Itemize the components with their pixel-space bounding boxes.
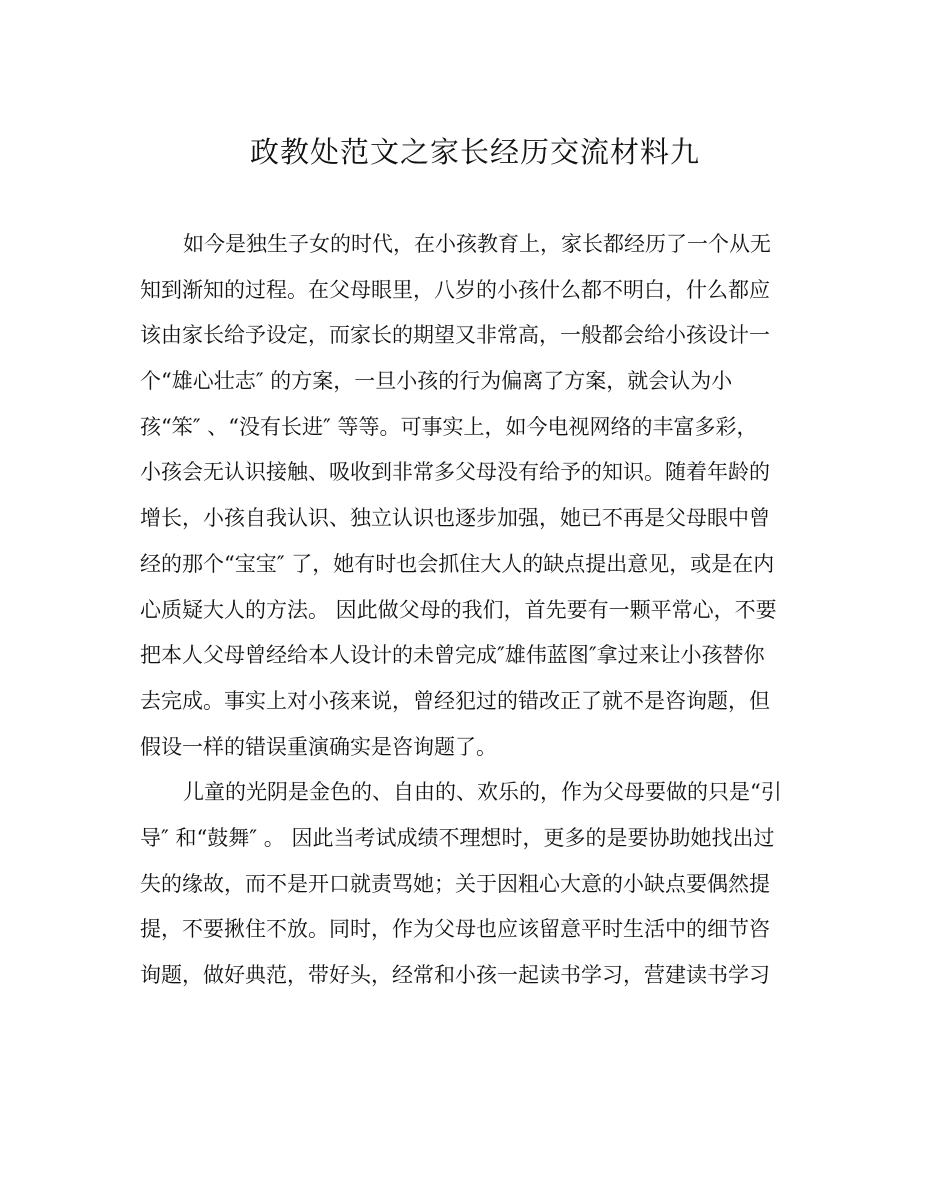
paragraph-line: 经的那个“宝宝″ 了，她有时也会抓住大人的缺点提出意见，或是在内 — [140, 551, 775, 576]
document-title: 政教处范文之家长经历交流材料九 — [249, 135, 700, 169]
paragraph-line: 心质疑大人的方法。 因此做父母的我们，首先要有一颗平常心，不要 — [140, 597, 777, 622]
paragraph-line: 去完成。事实上对小孩来说，曾经犯过的错改正了就不是咨询题，但 — [140, 688, 770, 713]
paragraph-line: 知到渐知的过程。在父母眼里，八岁的小孩什么都不明白，什么都应 — [140, 277, 770, 302]
paragraph-line: 儿童的光阴是金色的、自由的、欢乐的，作为父母要做的只是“引 — [183, 780, 782, 805]
paragraph-line: 提，不要揪住不放。同时，作为父母也应该留意平时生活中的细节咨 — [140, 917, 770, 942]
paragraph-line: 小孩会无认识接触、吸收到非常多父母没有给予的知识。随着年龄的 — [140, 460, 770, 485]
paragraph-line: 导″ 和“鼓舞″ 。 因此当考试成绩不理想时，更多的是要协助她找出过 — [140, 825, 775, 850]
paragraph-line: 孩“笨″ 、“没有长进″ 等等。可事实上，如今电视网络的丰富多彩， — [140, 414, 758, 439]
paragraph-line: 个“雄心壮志″ 的方案，一旦小孩的行为偏离了方案，就会认为小 — [140, 369, 733, 394]
paragraph-line: 失的缘故，而不是开口就责骂她；关于因粗心大意的小缺点要偶然提 — [140, 871, 770, 896]
paragraph-line: 该由家长给予设定，而家长的期望又非常高，一般都会给小孩设计一 — [140, 323, 770, 348]
paragraph-line: 如今是独生子女的时代，在小孩教育上，家长都经历了一个从无 — [183, 232, 771, 256]
paragraph-line: 增长，小孩自我认识、独立认识也逐步加强，她已不再是父母眼中曾 — [140, 506, 770, 531]
paragraph-line: 把本人父母曾经给本人设计的未曾完成″雄伟蓝图″拿过来让小孩替你 — [140, 643, 765, 668]
paragraph-line: 假设一样的错误重演确实是咨询题了。 — [140, 734, 497, 759]
document-body — [140, 222, 820, 999]
paragraph-line: 询题，做好典范，带好头，经常和小孩一起读书学习，营建读书学习 — [140, 963, 770, 987]
